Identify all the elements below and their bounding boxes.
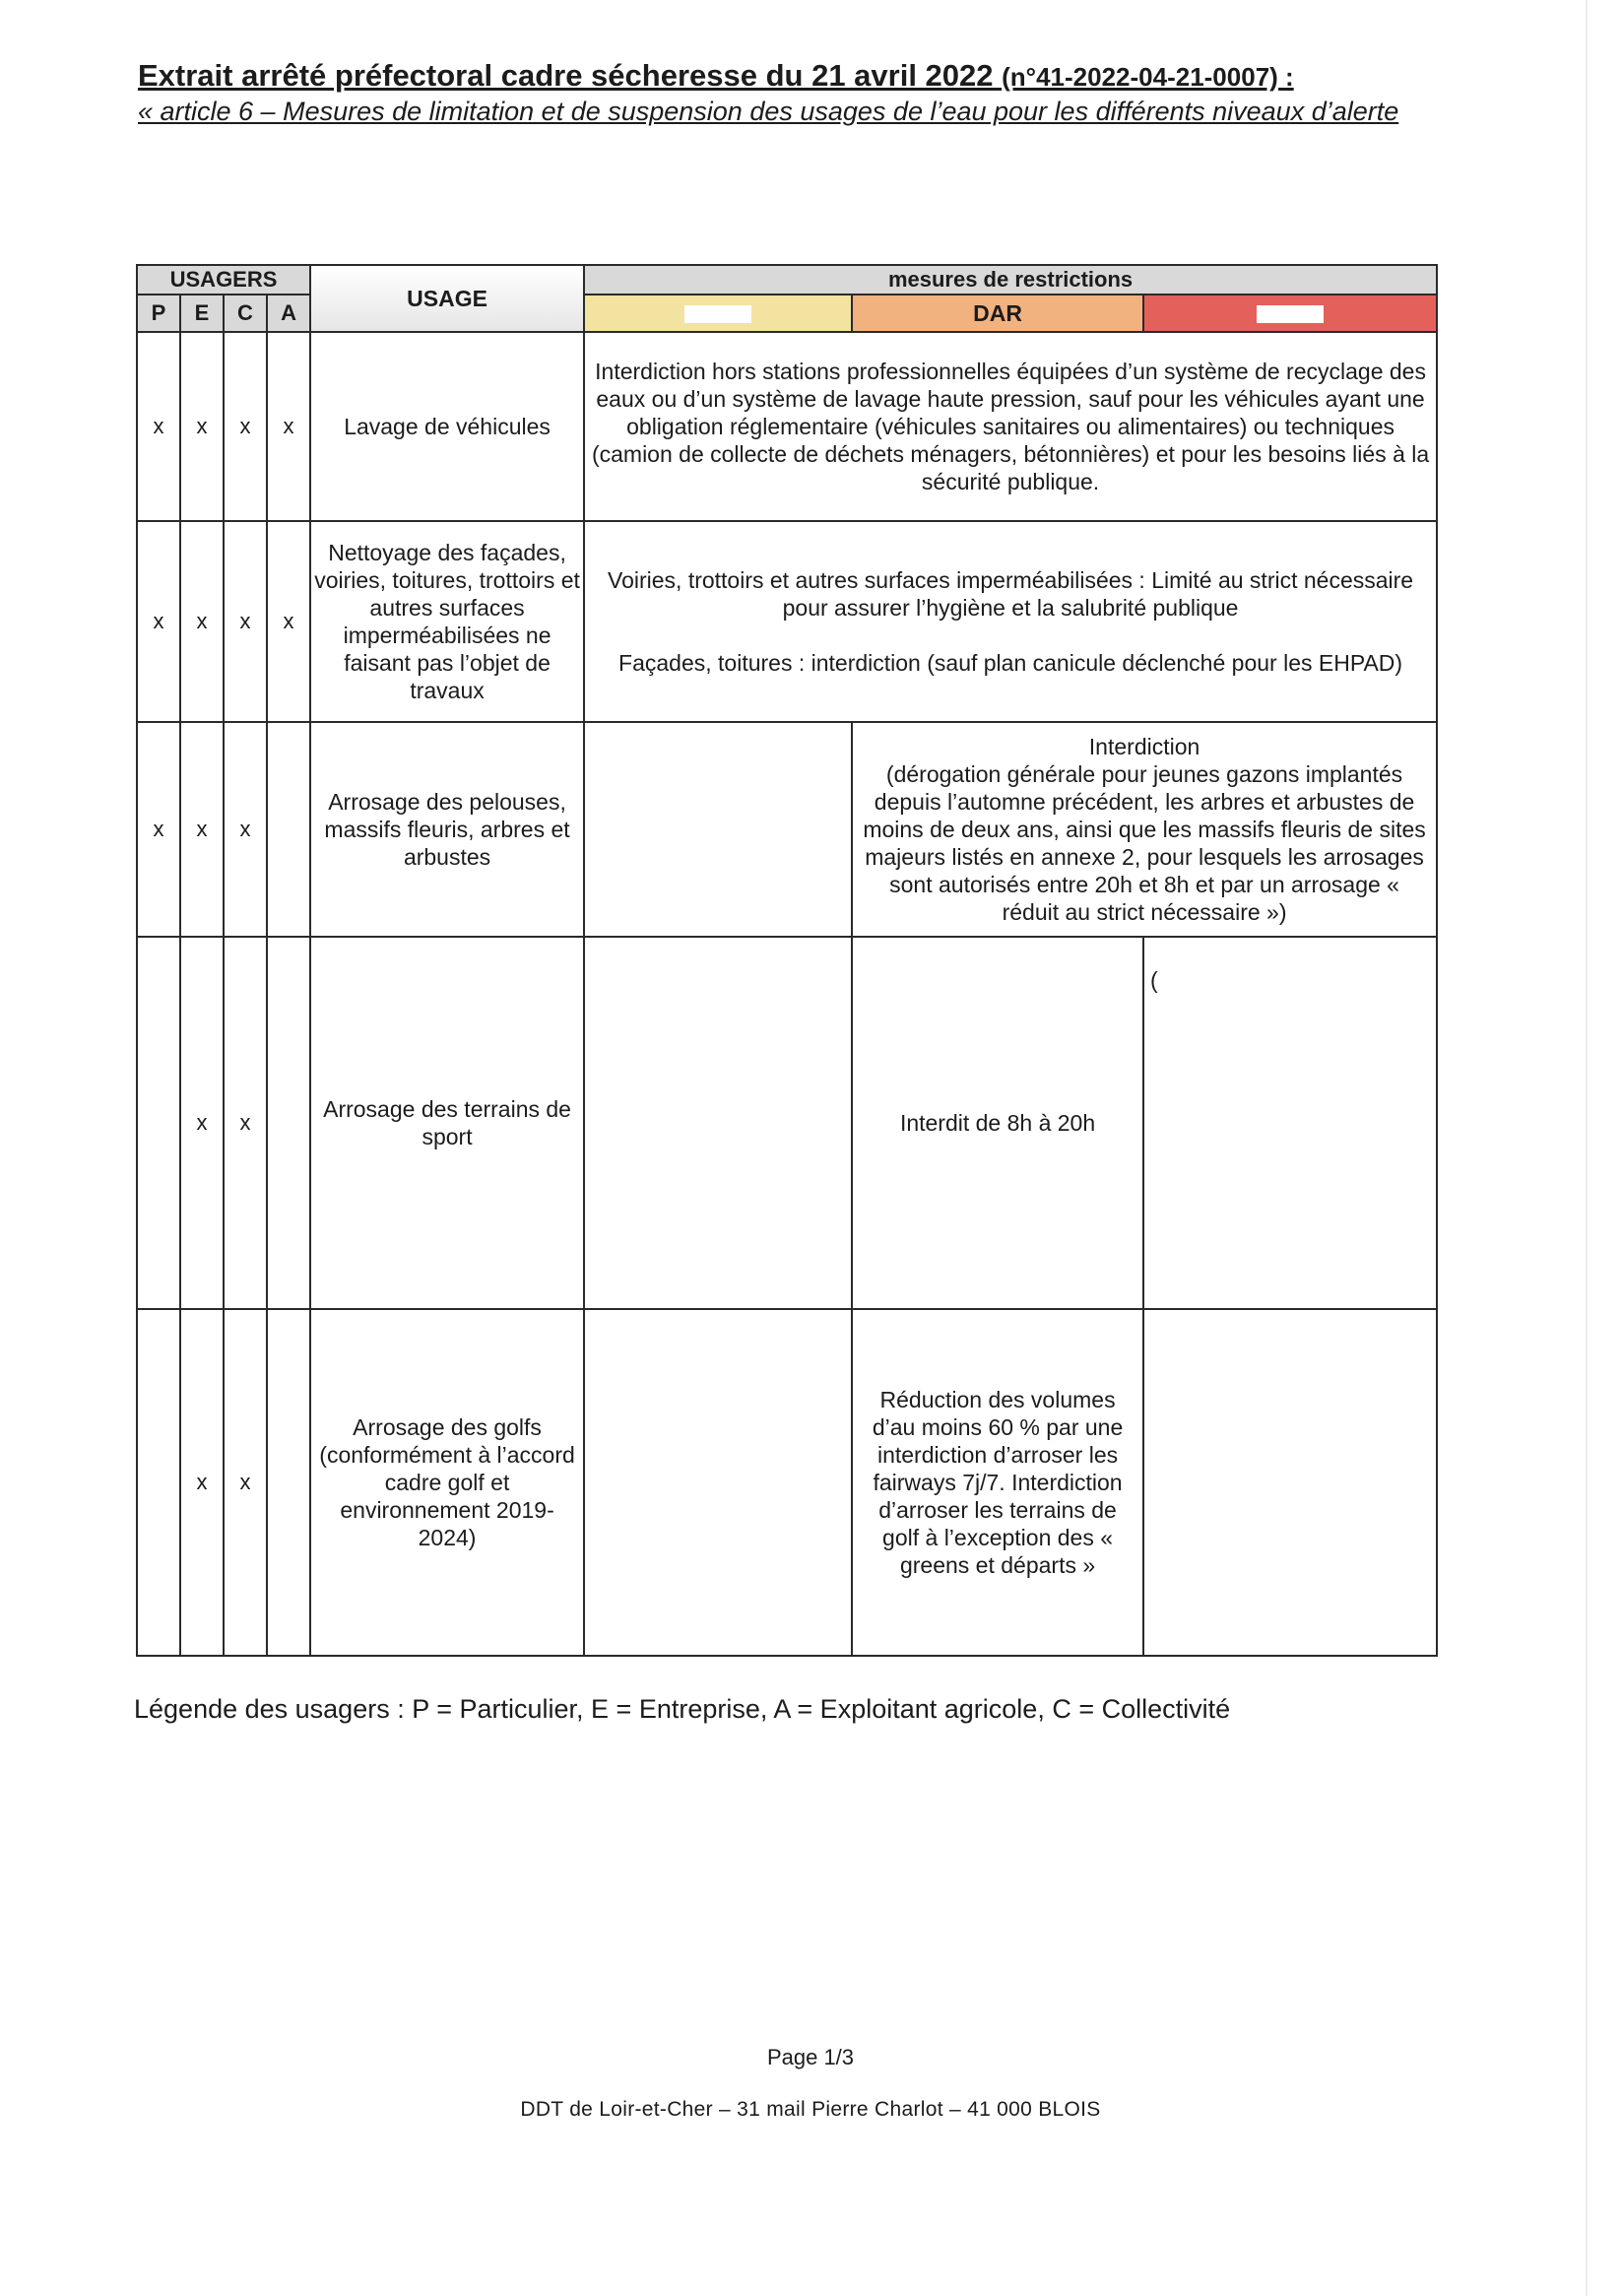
measure-cell	[584, 521, 1437, 722]
level-dar-header: DAR	[852, 295, 1143, 332]
measure-paragraph: Façades, toitures : interdiction (sauf plan canicule déclenché pour les EHPAD)	[618, 650, 1403, 676]
usage-cell: Lavage de véhicules	[310, 332, 584, 521]
measure-cell-vigilance	[584, 722, 852, 937]
level-crise-header	[1143, 295, 1437, 332]
usagers-header: USAGERS	[137, 265, 310, 295]
restrictions-table	[136, 264, 1438, 1657]
user-col-p: P	[137, 295, 180, 332]
title-text: Extrait arrêté préfectoral cadre sécheresse du 21 avril 2022	[138, 58, 994, 93]
document-title	[138, 57, 1536, 96]
mark-e: x	[180, 1309, 224, 1656]
user-col-c: C	[224, 295, 267, 332]
usage-cell: Arrosage des golfs (conformément à l’accord cadre golf et environnement 2019-2024)	[310, 1309, 584, 1656]
usage-cell: Nettoyage des façades, voiries, toitures, trottoirs et autres surfaces imperméabilisées ne faisant pas l’objet de travaux	[310, 521, 584, 722]
table-row	[137, 1309, 1437, 1656]
measure-cell-vigilance	[584, 937, 852, 1309]
table-row	[137, 332, 1437, 521]
mark-e: x	[180, 521, 224, 722]
measure-title: Interdiction	[1088, 734, 1200, 759]
level-vigilance-header	[584, 295, 852, 332]
table-row	[137, 937, 1437, 1309]
mark-e: x	[180, 937, 224, 1309]
mark-a: x	[267, 332, 310, 521]
users-legend: Légende des usagers : P = Particulier, E = Entreprise, A = Exploitant agricole, C = Collectivité	[134, 1694, 1231, 1724]
usage-header	[310, 265, 584, 332]
mark-e: x	[180, 722, 224, 937]
mark-a: x	[267, 521, 310, 722]
redaction	[684, 305, 751, 323]
usage-header-label: USAGE	[407, 285, 487, 311]
document-header	[138, 57, 1536, 127]
mark-c: x	[224, 937, 267, 1309]
measure-paragraph: Voiries, trottoirs et autres surfaces imperméabilisées : Limité au strict nécessaire pour assurer l’hygiène et la salubrité publique	[608, 567, 1414, 621]
mark-c: x	[224, 521, 267, 722]
table-row	[137, 722, 1437, 937]
page-edge	[1586, 0, 1588, 2296]
usage-cell: Arrosage des pelouses, massifs fleuris, arbres et arbustes	[310, 722, 584, 937]
mark-p: x	[137, 332, 180, 521]
mark-a	[267, 1309, 310, 1656]
measure-paragraph: (dérogation générale pour jeunes gazons implantés depuis l’automne précédent, les arbres et arbustes de moins de deux ans, ainsi que les massifs fleuris de sites majeurs listés en annexe 2, pour lesquels les arrosages sont autorisés entre 20h et 8h et par un arrosage « réduit au strict nécessaire »)	[863, 761, 1426, 925]
page-number: Page 1/3	[766, 2045, 855, 2069]
measure-cell-dar: Interdit de 8h à 20h	[852, 937, 1143, 1309]
measure-cell: Interdiction hors stations professionnelles équipées d’un système de recyclage des eaux ou d’un système de lavage haute pression, sauf pour les véhicules ayant une obligation réglementaire (véhicules sanitaires ou alimentaires) ou techniques (camion de collecte de déchets ménagers, bétonnières) et pour les besoins liés à la sécurité publique.	[584, 332, 1437, 521]
mark-e: x	[180, 332, 224, 521]
user-col-e: E	[180, 295, 224, 332]
mark-p: x	[137, 722, 180, 937]
title-reference: (n°41-2022-04-21-0007) :	[1002, 62, 1294, 92]
mark-p	[137, 1309, 180, 1656]
measure-cell-vigilance	[584, 1309, 852, 1656]
redaction	[1257, 305, 1324, 323]
mark-a	[267, 722, 310, 937]
mark-c: x	[224, 332, 267, 521]
mark-c: x	[224, 722, 267, 937]
usage-cell: Arrosage des terrains de sport	[310, 937, 584, 1309]
document-subtitle: « article 6 – Mesures de limitation et de suspension des usages de l’eau pour les différents niveaux d’alerte	[138, 97, 1399, 126]
user-col-a: A	[267, 295, 310, 332]
measure-cell-crise: (	[1143, 937, 1437, 1309]
mark-p: x	[137, 521, 180, 722]
measures-header: mesures de restrictions	[584, 265, 1437, 295]
mark-a	[267, 937, 310, 1309]
mark-c: x	[224, 1309, 267, 1656]
table-row	[137, 521, 1437, 722]
measure-cell-crise	[1143, 1309, 1437, 1656]
page-footer: DDT de Loir-et-Cher – 31 mail Pierre Charlot – 41 000 BLOIS	[520, 2098, 1101, 2121]
measure-cell-dar: Réduction des volumes d’au moins 60 % par une interdiction d’arroser les fairways 7j/7. Interdiction d’arroser les terrains de golf à l’exception des « greens et départs »	[852, 1309, 1143, 1656]
measure-cell	[852, 722, 1437, 937]
mark-p	[137, 937, 180, 1309]
